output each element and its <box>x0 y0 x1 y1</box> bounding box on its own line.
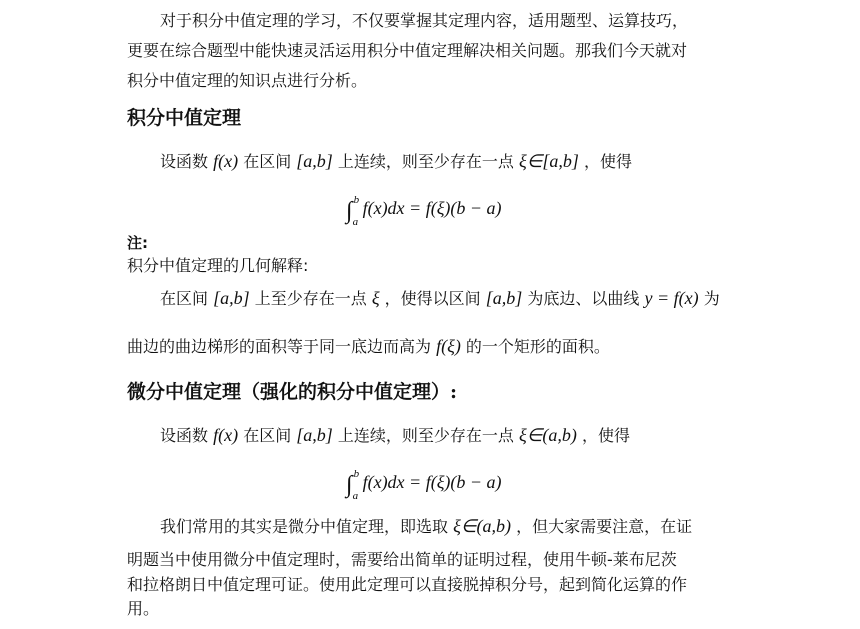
math-function: f(x) <box>213 425 239 445</box>
statement-text: 上连续，则至少存在一点 <box>337 152 514 171</box>
explanation-line-3: 和拉格朗日中值定理可证。使用此定理可以直接脱掉积分号，起到简化运算的作 <box>127 575 688 594</box>
note-title: 积分中值定理的几何解释: <box>127 256 309 275</box>
math-interval: [a,b] <box>213 288 250 308</box>
integrand-equation: f(x)dx = f(ξ)(b − a) <box>362 472 502 492</box>
math-xi-open: ξ∈(a,b) <box>519 425 577 445</box>
math-interval: [a,b] <box>296 425 333 445</box>
upper-limit: b <box>353 194 360 206</box>
statement-text: 在区间 <box>243 426 292 445</box>
math-interval: [a,b] <box>296 151 333 171</box>
math-f-xi: f(ξ) <box>436 336 461 356</box>
geo-text: 上至少存在一点 <box>254 289 367 308</box>
lower-limit: a <box>352 490 359 502</box>
statement-text: 在区间 <box>243 152 292 171</box>
geometric-interpretation-line-1 <box>160 288 720 309</box>
integral-formula-2 <box>346 468 502 502</box>
statement-text: ，使得 <box>584 152 633 171</box>
integral-limits <box>352 194 363 228</box>
math-xi: ξ <box>371 288 380 308</box>
section-heading-integral-mvt: 积分中值定理 <box>127 107 242 129</box>
lower-limit: a <box>352 216 359 228</box>
geo-text: 曲边的曲边梯形的面积等于同一底边而高为 <box>127 337 432 356</box>
statement-text: 设函数 <box>160 152 209 171</box>
upper-limit: b <box>353 468 360 480</box>
statement-text: 上连续，则至少存在一点 <box>337 426 514 445</box>
section-heading-differential-mvt: 微分中值定理（强化的积分中值定理）: <box>127 381 458 403</box>
math-function: f(x) <box>213 151 239 171</box>
geo-text: 为底边、以曲线 <box>527 289 640 308</box>
math-interval: [a,b] <box>485 288 523 308</box>
integral-sign-icon: ∫ <box>346 198 353 224</box>
geo-text: 的一个矩形的面积。 <box>465 337 610 356</box>
geo-text: 为 <box>703 289 720 308</box>
integral-sign-icon: ∫ <box>346 472 353 498</box>
math-xi-closed: ξ∈[a,b] <box>519 151 579 171</box>
explanation-line-4: 用。 <box>127 599 160 618</box>
explanation-text: 我们常用的其实是微分中值定理，即选取 <box>160 517 449 536</box>
geometric-interpretation-line-2 <box>127 336 610 357</box>
geo-text: ，使得以区间 <box>384 289 481 308</box>
intro-line-2: 更要在综合题型中能快速灵活运用积分中值定理解决相关问题。那我们今天就对 <box>127 41 688 60</box>
theorem-statement-1 <box>160 151 632 172</box>
intro-line-1: 对于积分中值定理的学习，不仅要掌握其定理内容，适用题型、运算技巧， <box>160 11 689 30</box>
explanation-text: ，但大家需要注意，在证 <box>516 517 693 536</box>
math-xi-open: ξ∈(a,b) <box>453 516 511 536</box>
explanation-line-1 <box>160 516 692 537</box>
statement-text: 设函数 <box>160 426 209 445</box>
integral-limits <box>352 468 363 502</box>
intro-line-3: 积分中值定理的知识点进行分析。 <box>127 71 368 90</box>
geo-text: 在区间 <box>160 289 209 308</box>
note-label: 注: <box>127 234 148 252</box>
theorem-statement-2 <box>160 425 630 446</box>
explanation-line-2: 明题当中使用微分中值定理时，需要给出简单的证明过程，使用牛顿-莱布尼茨 <box>127 550 677 569</box>
integrand-equation: f(x)dx = f(ξ)(b − a) <box>362 198 502 218</box>
math-curve: y = f(x) <box>644 288 699 308</box>
integral-formula-1 <box>346 194 502 228</box>
statement-text: ，使得 <box>582 426 631 445</box>
